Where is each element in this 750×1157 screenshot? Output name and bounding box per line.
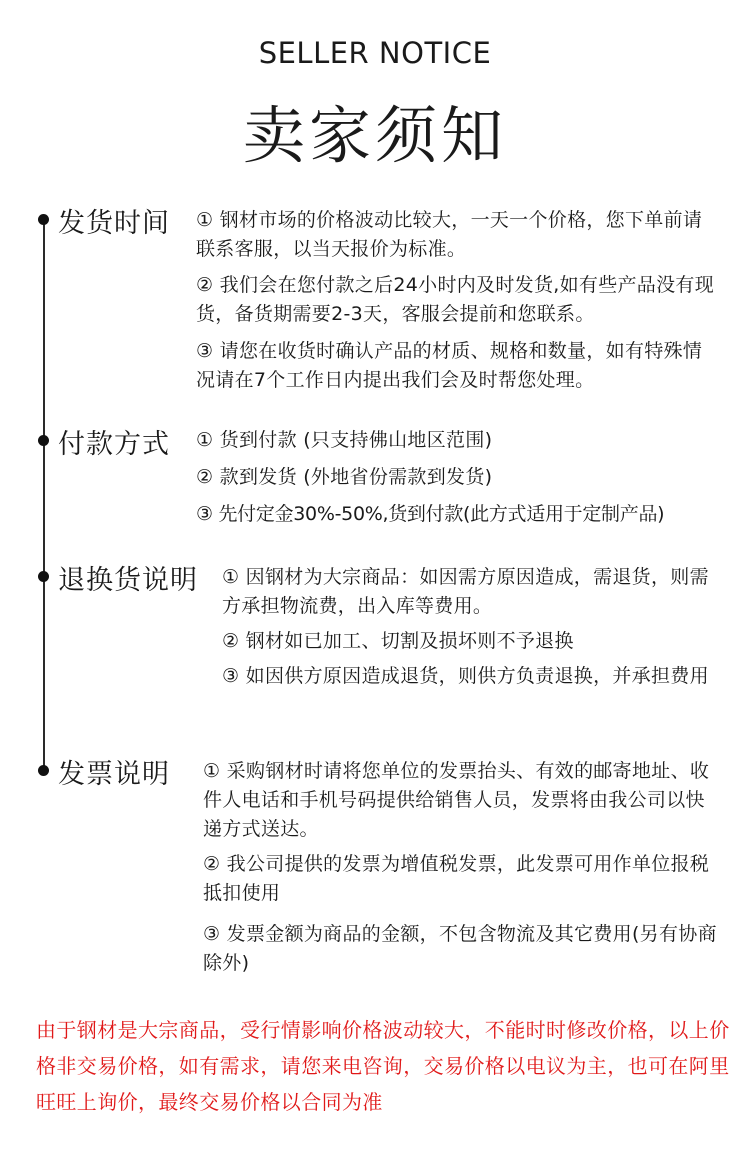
timeline-dot [38,765,49,776]
returns-item-3: ③ 如因供方原因造成退货，则供方负责退换，并承担费用 [222,665,709,687]
section-title-payment: 付款方式 [58,429,170,460]
section-title-returns: 退换货说明 [58,565,198,596]
invoice-item-1: ① 采购钢材时请将您单位的发票抬头、有效的邮寄地址、收件人电话和手机号码提供给销售人员，发票将由我公司以快递方式送达。 [203,760,710,840]
timeline-line [43,215,45,770]
section-title-shipping: 发货时间 [58,208,170,239]
timeline-dot [38,571,49,582]
title-chinese: 卖家须知 [242,99,507,172]
price-disclaimer: 由于钢材是大宗商品，受行情影响价格波动较大，不能时时修改价格，以上价格非交易价格，如有需求，请您来电咨询，交易价格以电议为主，也可在阿里旺旺上询价，最终交易价格以合同为准 [36,1018,730,1114]
payment-item-1: ① 货到付款 (只支持佛山地区范围) [196,429,493,451]
returns-item-1: ① 因钢材为大宗商品：如因需方原因造成，需退货，则需方承担物流费，出入库等费用。 [222,566,709,617]
shipping-item-2: ② 我们会在您付款之后24小时内及时发货,如有些产品没有现货，备货期需要2-3天，客服会提前和您联系。 [196,274,714,325]
section-title-invoice: 发票说明 [58,759,170,790]
timeline-dot [38,435,49,446]
payment-item-3: ③ 先付定金30%-50%,货到付款(此方式适用于定制产品) [196,503,665,525]
shipping-item-3: ③ 请您在收货时确认产品的材质、规格和数量，如有特殊情况请在7个工作日内提出我们会及时帮您处理。 [196,340,703,391]
timeline-dot [38,214,49,225]
title-english: SELLER NOTICE [258,36,492,70]
shipping-item-1: ① 钢材市场的价格波动比较大，一天一个价格，您下单前请联系客服，以当天报价为标准。 [196,209,703,260]
invoice-item-3: ③ 发票金额为商品的金额，不包含物流及其它费用(另有协商除外) [203,923,717,974]
returns-item-2: ② 钢材如已加工、切割及损坏则不予退换 [222,630,574,652]
invoice-item-2: ② 我公司提供的发票为增值税发票，此发票可用作单位报税抵扣使用 [203,853,710,904]
payment-item-2: ② 款到发货 (外地省份需款到发货) [196,466,493,488]
